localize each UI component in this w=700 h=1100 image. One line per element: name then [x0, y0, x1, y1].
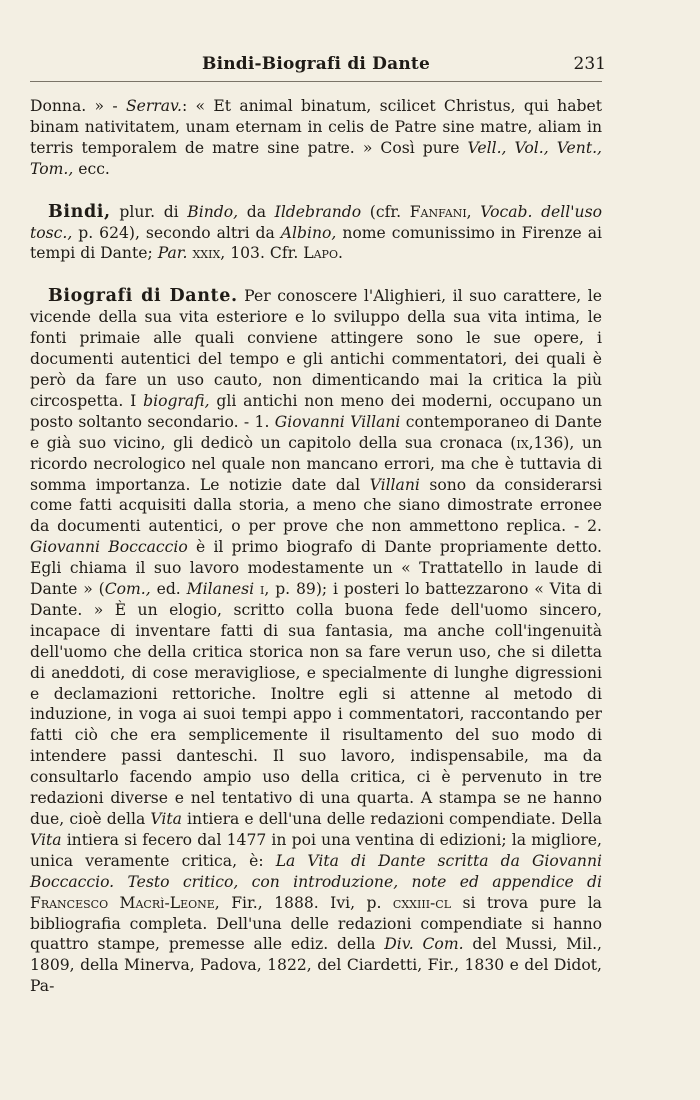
- continued-paragraph: Donna. » - Serrav.: « Et animal binatum, scilicet Christus, qui habet binam nativitatem, unam eternam in celis de Patre sine matre, aliam in terris temporalem de matre sine patre. » Così pure Vell., Vol., Vent., Tom., ecc.: [30, 97, 603, 178]
- running-header: [30, 50, 606, 82]
- headword-biografi: Biografi di Dante.: [48, 286, 238, 307]
- page-body: [30, 96, 602, 997]
- headword-bindi: Bindi,: [48, 201, 111, 222]
- header-rule: [30, 81, 602, 82]
- entry-biografi-di-dante: Biografi di Dante. Per conoscere l'Alighieri, il suo carattere, le vicende della sua vita esteriore e lo sviluppo della sua vita intima, le fonti primaie alle quali conviene attingere sono le sue opere, i documenti autentici del tempo e gli antichi commentatori, dei quali è però da fare un uso cauto, non dimenticando mai la critica la più circospetta. I biografi, gli antichi non meno dei moderni, occupano un posto soltanto secondario. - 1. Giovanni Villani contemporaneo di Dante e già suo vicino, gli dedicò un capitolo della sua cronaca (ix,136), un ricordo necrologico nel quale non mancano errori, ma che è tuttavia di somma importanza. Le notizie date dal Villani sono da considerarsi come fatti acquisiti dalla storia, a meno che siano dimostrate erronee da documenti autentici, o per prove che non ammettono replica. - 2. Giovanni Boccaccio è il primo biografo di Dante propriamente detto. Egli chiama il suo lavoro modestamente un « Trattatello in laude di Dante » (Com., ed. Milanesi i, p. 89); i posteri lo battezzarono « Vita di Dante. » È un elogio, scritto colla buona fede dell'uomo sincero, incapace di inventare fatti di sua fantasia, ma anche coll'ingenuità dell'uomo che della critica storica non sa fare verun uso, che si diletta di aneddoti, di cose meravigliose, e specialmente di lunghe digressioni e declamazioni rettoriche. Inoltre egli si attenne al metodo di induzione, in voga ai suoi tempi appo i commentatori, raccontando per fatti ciò che era semplicemente il risultamento del suo modo di intendere passi danteschi. Il suo lavoro, indispensabile, ma da consultarlo facendo ampio uso della critica, ci è pervenuto in tre redazioni diverse e nel tentativo di una quarta. A stampa se ne hanno due, cioè della Vita intiera e dell'una delle redazioni compendiate. Della Vita intiera si fecero dal 1477 in poi una ventina di edizioni; la migliore, unica veramente critica, è: La Vita di Dante scritta da Giovanni Boccaccio. Testo critico, con introduzione, note ed appendice di Francesco Macrì-Leone, Fir., 1888. Ivi, p. cxxiii-cl si trova pure la bibliografia completa. Dell'una delle redazioni compendiate si hanno quattro stampe, premesse alle ediz. della Div. Com. del Mussi, Mil., 1809, della Minerva, Padova, 1822, del Ciardetti, Fir., 1830 e del Didot, Pa-: [30, 286, 603, 996]
- page-number: 231: [573, 54, 606, 74]
- entry-bindi: Bindi, plur. di Bindo, da Ildebrando (cfr. Fanfani, Vocab. dell'uso tosc., p. 624), secondo altri da Albino, nome comunissimo in Firenze ai tempi di Dante; Par. xxix, 103. Cfr. Lapo.: [30, 201, 602, 263]
- running-title: Bindi-Biografi di Dante: [202, 54, 430, 74]
